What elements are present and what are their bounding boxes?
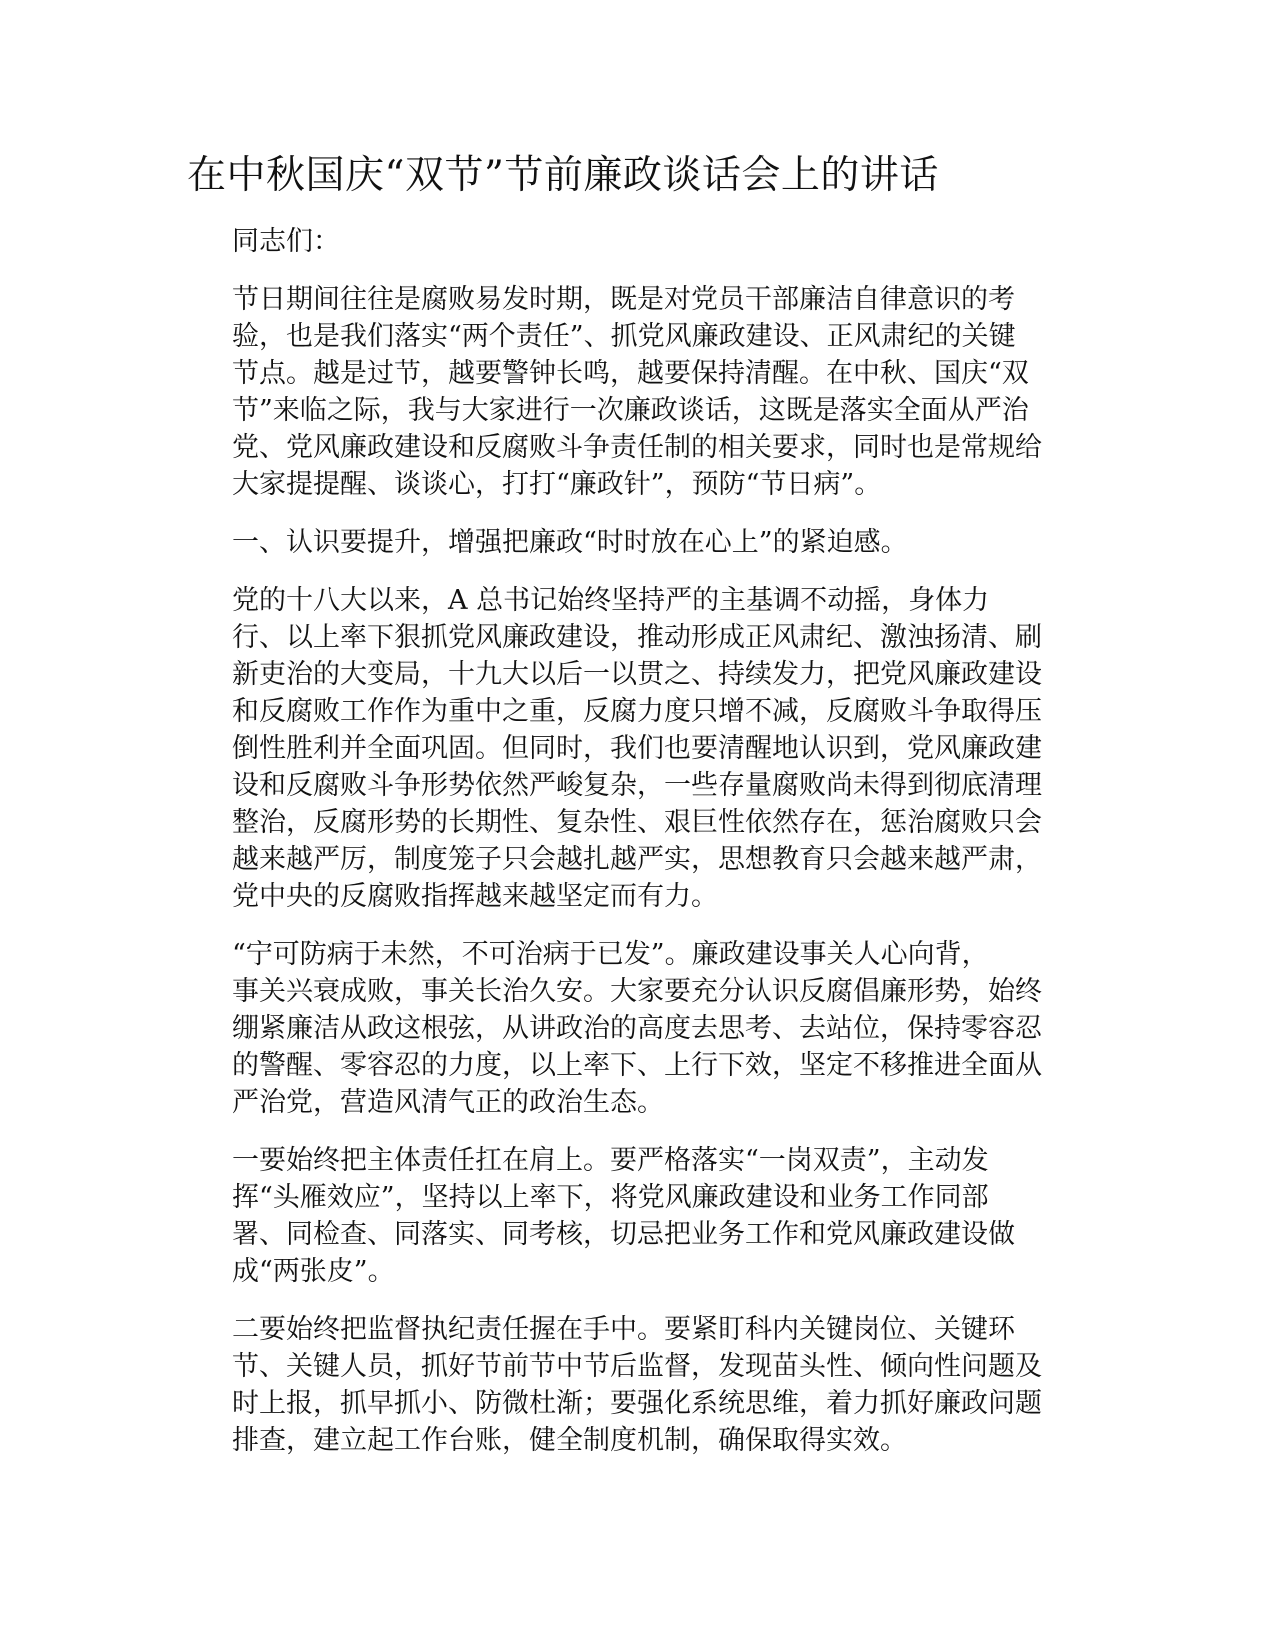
text-line: 节”来临之际，我与大家进行一次廉政谈话，这既是落实全面从严治 bbox=[232, 395, 1029, 426]
text-line: 的警醒、零容忍的力度，以上率下、上行下效，坚定不移推进全面从 bbox=[232, 1050, 1042, 1081]
text-line: 党的十八大以来，A 总书记始终坚持严的主基调不动摇，身体力 bbox=[232, 585, 990, 616]
text-line: 一要始终把主体责任扛在肩上。要严格落实“一岗双责”，主动发 bbox=[232, 1145, 989, 1176]
text-line: 验，也是我们落实“两个责任”、抓党风廉政建设、正风肃纪的关键 bbox=[232, 321, 1016, 352]
text-line: 时上报，抓早抓小、防微杜渐；要强化系统思维，着力抓好廉政问题 bbox=[232, 1388, 1042, 1419]
paragraph bbox=[187, 281, 1077, 503]
text-line: 倒性胜利并全面巩固。但同时，我们也要清醒地认识到，党风廉政建 bbox=[232, 733, 1042, 764]
document-body bbox=[187, 145, 1077, 1480]
text-line: 设和反腐败斗争形势依然严峻复杂，一些存量腐败尚未得到彻底清理 bbox=[232, 770, 1042, 801]
text-line: 党中央的反腐败指挥越来越坚定而有力。 bbox=[232, 881, 718, 912]
text-line: 节点。越是过节，越要警钟长鸣，越要保持清醒。在中秋、国庆“双 bbox=[232, 358, 1029, 389]
text-line: 署、同检查、同落实、同考核，切忌把业务工作和党风廉政建设做 bbox=[232, 1219, 1015, 1250]
text-line: 二要始终把监督执纪责任握在手中。要紧盯科内关键岗位、关键环 bbox=[232, 1314, 1015, 1345]
paragraph bbox=[187, 1311, 1077, 1459]
text-line: 节日期间往往是腐败易发时期，既是对党员干部廉洁自律意识的考 bbox=[232, 284, 1015, 315]
salutation bbox=[187, 223, 1077, 260]
text-line: 节、关键人员，抓好节前节中节后监督，发现苗头性、倾向性问题及 bbox=[232, 1351, 1042, 1382]
text-line: 越来越严厉，制度笼子只会越扎越严实，思想教育只会越来越严肃， bbox=[232, 844, 1042, 875]
text-line: 绷紧廉洁从政这根弦，从讲政治的高度去思考、去站位，保持零容忍 bbox=[232, 1013, 1042, 1044]
paragraph-list bbox=[187, 223, 1077, 1459]
text-line: “宁可防病于未然，不可治病于已发”。廉政建设事关人心向背， bbox=[232, 939, 989, 970]
paragraph bbox=[187, 1142, 1077, 1290]
document-title: 在中秋国庆“双节”节前廉政谈话会上的讲话 bbox=[187, 153, 939, 198]
text-line: 同志们： bbox=[232, 226, 340, 257]
text-line: 挥“头雁效应”，坚持以上率下，将党风廉政建设和业务工作同部 bbox=[232, 1182, 989, 1213]
paragraph bbox=[187, 524, 1077, 561]
text-line: 一、认识要提升，增强把廉政“时时放在心上”的紧迫感。 bbox=[232, 527, 908, 558]
text-line: 整治，反腐形势的长期性、复杂性、艰巨性依然存在，惩治腐败只会 bbox=[232, 807, 1042, 838]
text-line: 行、以上率下狠抓党风廉政建设，推动形成正风肃纪、激浊扬清、刷 bbox=[232, 622, 1042, 653]
paragraph bbox=[187, 582, 1077, 915]
text-line: 排查，建立起工作台账，健全制度机制，确保取得实效。 bbox=[232, 1425, 907, 1456]
text-line: 新吏治的大变局，十九大以后一以贯之、持续发力，把党风廉政建设 bbox=[232, 659, 1042, 690]
text-line: 事关兴衰成败，事关长治久安。大家要充分认识反腐倡廉形势，始终 bbox=[232, 976, 1042, 1007]
text-line: 和反腐败工作作为重中之重，反腐力度只增不减，反腐败斗争取得压 bbox=[232, 696, 1042, 727]
text-line: 党、党风廉政建设和反腐败斗争责任制的相关要求，同时也是常规给 bbox=[232, 432, 1042, 463]
paragraph bbox=[187, 936, 1077, 1121]
text-line: 大家提提醒、谈谈心，打打“廉政针”，预防“节日病”。 bbox=[232, 469, 882, 500]
text-line: 严治党，营造风清气正的政治生态。 bbox=[232, 1087, 664, 1118]
text-line: 成“两张皮”。 bbox=[232, 1256, 395, 1287]
